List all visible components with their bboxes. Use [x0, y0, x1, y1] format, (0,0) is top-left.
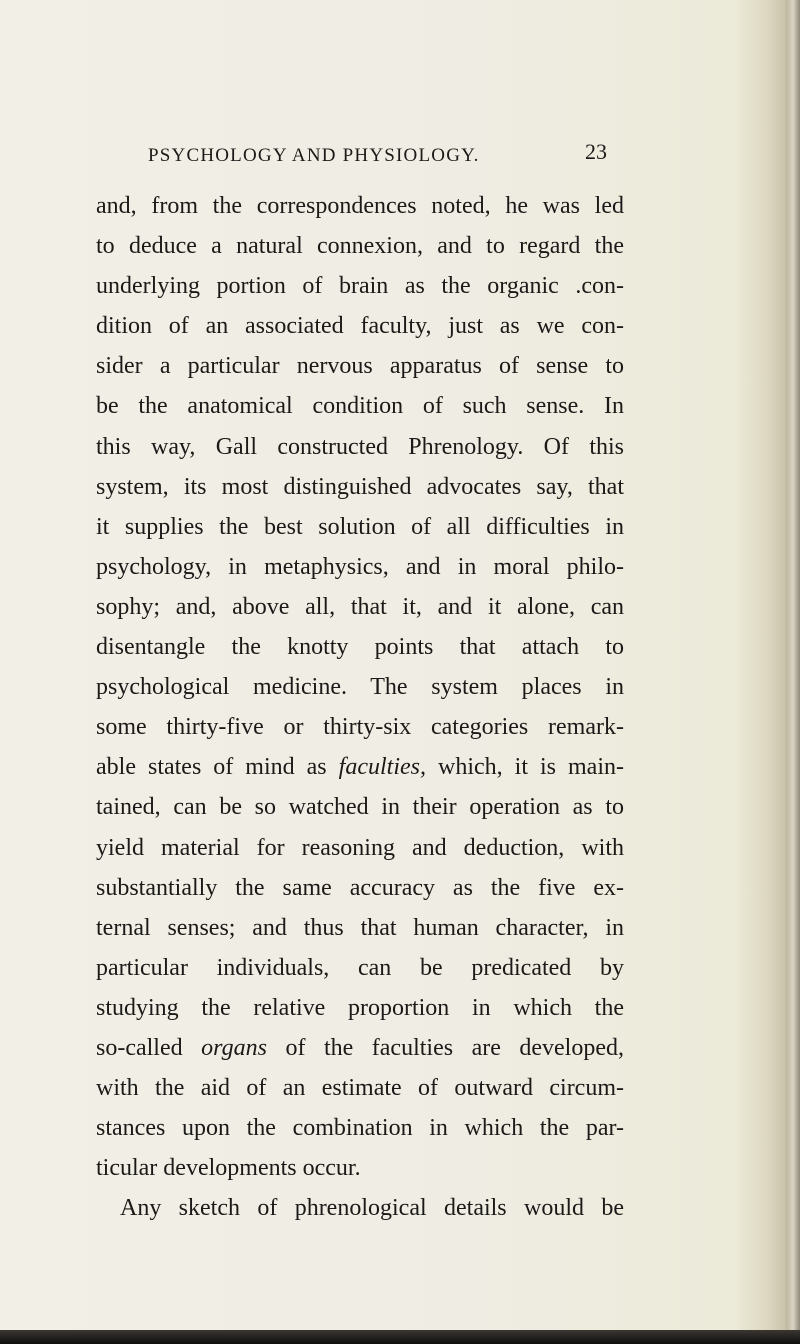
text-line — [96, 1028, 624, 1068]
text-run: so-called — [96, 1034, 202, 1061]
text-line: stances upon the combination in which the par- — [96, 1115, 624, 1142]
italic-term: organs — [201, 1034, 267, 1061]
text-line: psychology, in metaphysics, and in moral philo- — [96, 553, 624, 580]
text-line: psychological medicine. The system places in — [96, 674, 624, 701]
text-line: disentangle the knotty points that attach to — [96, 634, 624, 661]
text-line: it supplies the best solution of all difficulties in — [96, 513, 624, 540]
text-line: this way, Gall constructed Phrenology. Of this — [96, 433, 624, 460]
text-run: able states of mind as — [96, 754, 339, 781]
text-line — [96, 747, 624, 787]
text-line: be the anatomical condition of such sense. In — [96, 393, 624, 420]
body-text — [96, 186, 624, 1228]
text-line: with the aid of an estimate of outward circum- — [96, 1075, 624, 1102]
text-line: sophy; and, above all, that it, and it alone, can — [96, 593, 624, 620]
text-line: and, from the correspondences noted, he was led — [96, 193, 624, 219]
text-line: dition of an associated faculty, just as we con- — [96, 313, 624, 340]
text-line: tained, can be so watched in their operation as to — [96, 794, 624, 821]
text-line: to deduce a natural connexion, and to regard the — [96, 233, 624, 260]
text-line: ticular developments occur. — [96, 1155, 361, 1182]
page-edge-right — [786, 0, 800, 1344]
text-line: system, its most distinguished advocates say, that — [96, 473, 624, 500]
page-number: 23 — [585, 139, 607, 164]
text-run: of the faculties are developed, — [266, 1034, 625, 1061]
page-edge-bottom — [0, 1330, 800, 1344]
text-line: yield material for reasoning and deduction, with — [96, 834, 624, 861]
running-head: PSYCHOLOGY AND PHYSIOLOGY. — [148, 145, 480, 166]
text-run: which, it is main- — [425, 754, 624, 781]
text-line: Any sketch of phrenological details would be — [120, 1195, 624, 1222]
text-line: ternal senses; and thus that human character, in — [96, 914, 624, 941]
text-line: some thirty-five or thirty-six categories remark- — [96, 714, 624, 741]
italic-term: faculties, — [338, 754, 426, 781]
text-line: studying the relative proportion in which the — [96, 994, 624, 1021]
text-line: sider a particular nervous apparatus of sense to — [96, 353, 624, 380]
text-line: particular individuals, can be predicated by — [96, 954, 624, 981]
text-line: underlying portion of brain as the organic .con- — [96, 273, 624, 300]
text-line: substantially the same accuracy as the five ex- — [96, 874, 624, 901]
